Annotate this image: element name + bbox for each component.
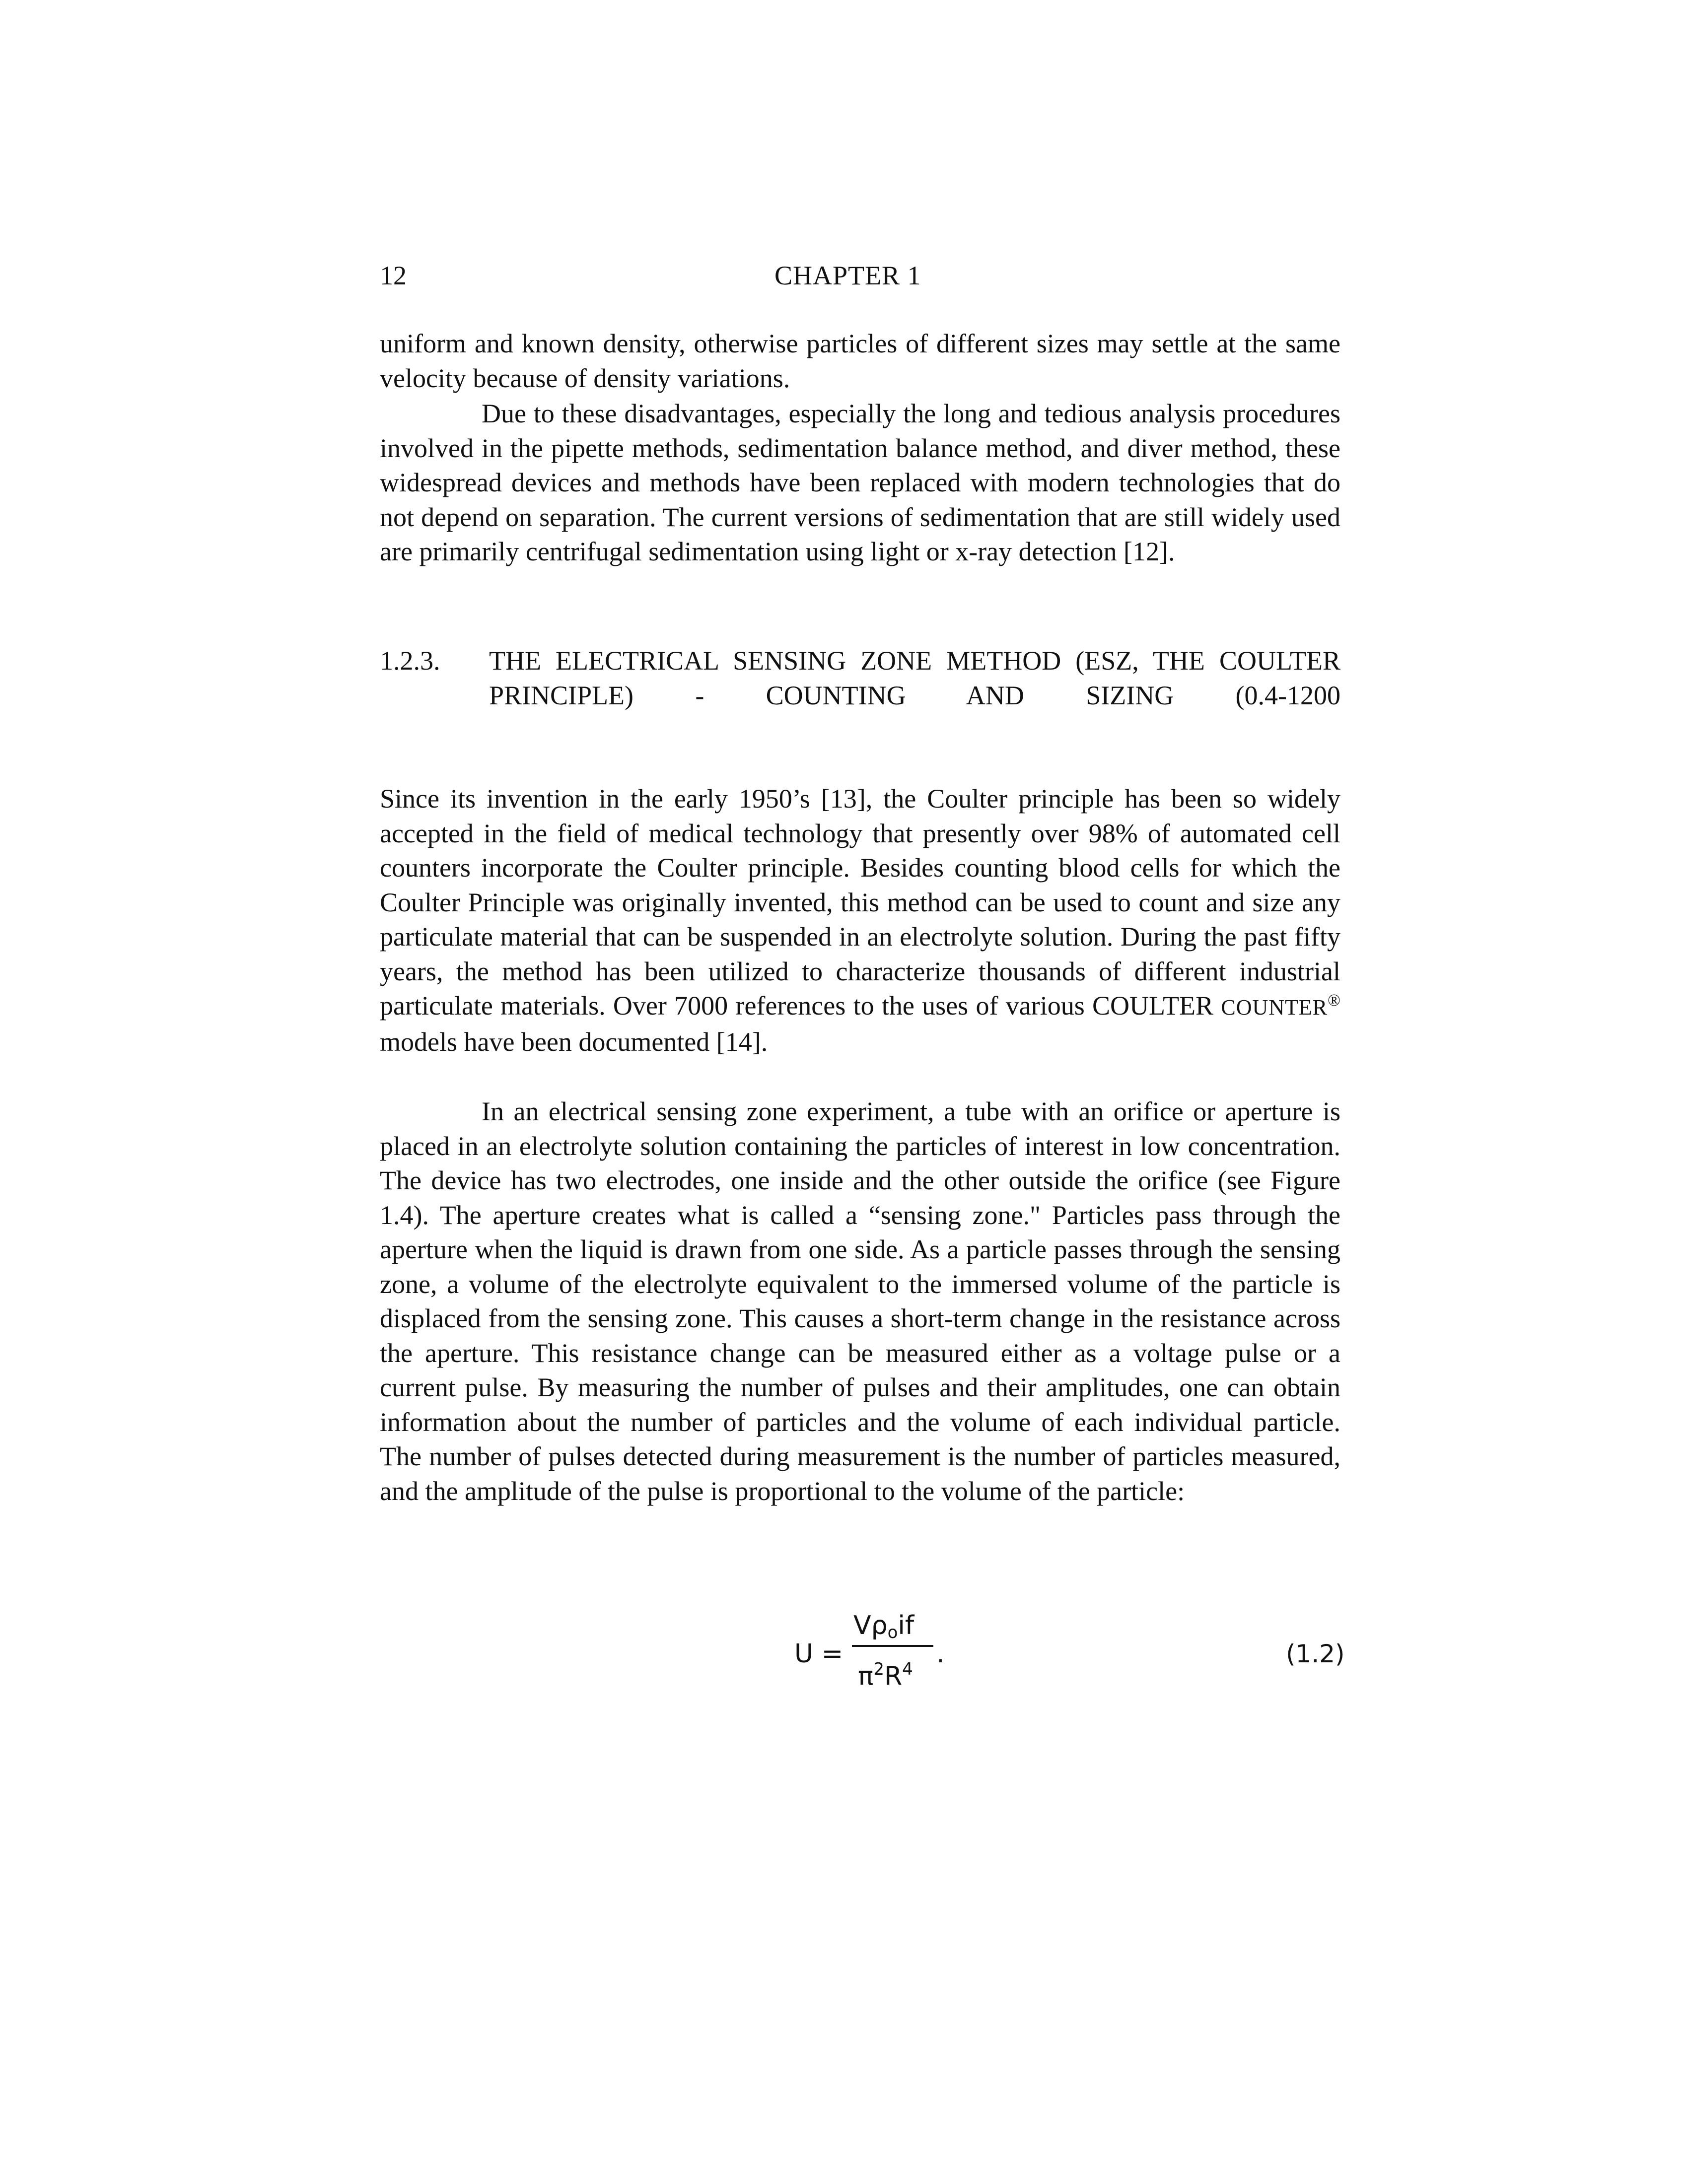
paragraph-text: Since its invention in the early 1950’s [13], the Coulter principle has been so widely accepted in the field of medical technology that presently over 98% of automated cell counters incorporate the Coulter principle. Besides counting blood cells for which the Coulter Principle was originally invented, this method can be used to count and size any particulate material that can be suspended in an electrolyte solution. During the past fifty years, the method has been utilized to characterize thousands of different industrial particulate materials. Over 7000 references to the uses of various COULTER	[380, 784, 1340, 1021]
section-number: 1.2.3.	[380, 646, 440, 676]
paragraph-coulter-history	[380, 782, 1340, 1059]
equation-denominator	[858, 1652, 913, 1694]
equation-exponent-4: 4	[902, 1659, 913, 1679]
page-number: 12	[380, 261, 407, 290]
section-title: THE ELECTRICAL SENSING ZONE METHOD (ESZ, THE COULTER PRINCIPLE) - COUNTING AND SIZING (0.4-1200	[489, 646, 1340, 710]
section-heading	[380, 644, 1340, 713]
equation-numerator	[853, 1608, 914, 1650]
equation-v-rho: Vρ	[853, 1611, 888, 1640]
paragraph-continuation: uniform and known density, otherwise particles of different sizes may settle at the same velocity because of density variations.	[380, 329, 1340, 393]
equation	[794, 1608, 943, 1698]
equation-period: .	[936, 1639, 945, 1669]
paragraph-esz-experiment: In an electrical sensing zone experiment, a tube with an orifice or aperture is placed in an electrolyte solution containing the particles of interest in low concentration. The device has two electrodes, one inside and the other outside the orifice (see Figure 1.4). The aperture creates what is called a “sensing zone." Particles pass through the aperture when the liquid is drawn from one side. As a particle passes through the sensing zone, a volume of the electrolyte equivalent to the immersed volume of the particle is displaced from the sensing zone. This causes a short-term change in the resistance across the aperture. This resistance change can be measured either as a voltage pulse or a current pulse. By measuring the number of pulses and their amplitudes, one can obtain information about the number of particles and the volume of each individual particle. The number of pulses detected during measurement is the number of particles measured, and the amplitude of the pulse is proportional to the volume of the particle:	[380, 1096, 1340, 1506]
equation-pi: π	[858, 1661, 874, 1691]
fraction-bar	[852, 1645, 933, 1647]
equation-label: (1.2)	[1286, 1639, 1345, 1668]
equation-r: R	[884, 1661, 903, 1691]
equation-if: if	[898, 1611, 914, 1640]
paragraph-disadvantages: Due to these disadvantages, especially the long and tedious analysis procedures involved in the pipette methods, sedimentation balance method, and diver method, these widespread devices and methods have been replaced with modern technologies that do not depend on separation. The current versions of sedimentation that are still widely used are primarily centrifugal sedimentation using light or x-ray detection [12].	[380, 399, 1340, 566]
running-head: CHAPTER 1	[774, 261, 921, 290]
registered-mark: ®	[1328, 991, 1340, 1010]
paragraph-text: models have been documented [14].	[380, 1026, 768, 1057]
equation-exponent-2: 2	[873, 1659, 884, 1679]
trademark-counter: COUNTER	[1221, 995, 1328, 1020]
equation-subscript: o	[887, 1623, 898, 1642]
equation-lhs: U =	[794, 1639, 844, 1669]
